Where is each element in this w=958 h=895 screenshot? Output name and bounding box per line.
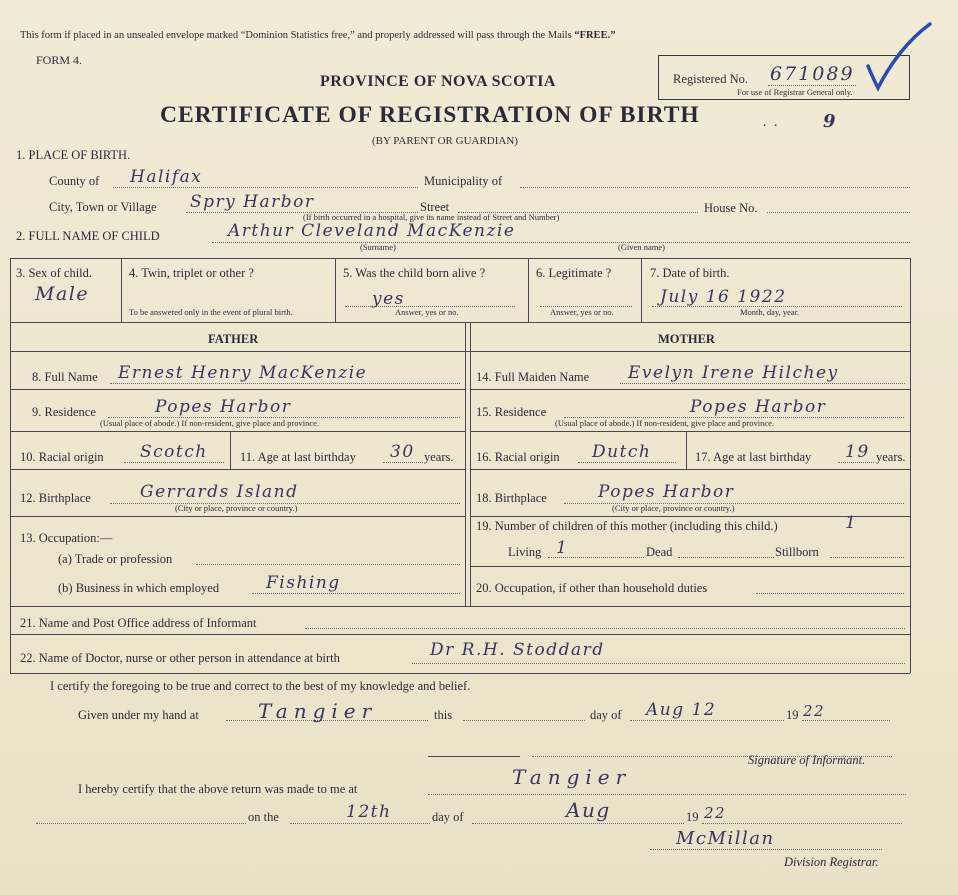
title-dots: . . [763, 115, 780, 130]
father-residence-value: Popes Harbor [155, 397, 292, 417]
mother-racial-label: 16. Racial origin [476, 450, 560, 464]
informant-label: 21. Name and Post Office address of Informant [20, 616, 257, 630]
legit-label: 6. Legitimate ? [536, 266, 612, 280]
mother-name-value: Evelyn Irene Hilchey [628, 363, 839, 383]
father-business-label: (b) Business in which employed [58, 581, 220, 595]
page-title: CERTIFICATE OF REGISTRATION OF BIRTH [160, 102, 700, 128]
legit-note: Answer, yes or no. [550, 307, 614, 317]
father-birthplace-note: (City or place, province or country.) [175, 503, 298, 513]
this-label: this [434, 708, 453, 722]
form-number: FORM 4. [36, 53, 83, 67]
mother-heading: MOTHER [658, 332, 715, 346]
mother-occupation-label: 20. Occupation, if other than household duties [476, 581, 708, 595]
given-label: Given under my hand at [78, 708, 199, 722]
child-name-value: Arthur Cleveland MacKenzie [228, 221, 516, 241]
given-place-value: Tangier [258, 699, 378, 723]
mail-notice-free: “FREE.” [574, 30, 616, 41]
living-label: Living [508, 545, 542, 559]
registrar-signature-value: McMillan [676, 828, 775, 849]
father-residence-note: (Usual place of abode.) If non-resident, give place and province. [100, 418, 320, 428]
father-occupation-label: 13. Occupation:— [20, 531, 113, 545]
doctor-label: 22. Name of Doctor, nurse or other person in attendance at birth [20, 651, 340, 665]
father-residence-label: 9. Residence [32, 405, 96, 419]
doctor-value: Dr R.H. Stoddard [430, 640, 605, 660]
page-subtitle: (BY PARENT OR GUARDIAN) [372, 135, 518, 147]
mother-children-value: 1 [845, 513, 858, 533]
given-day-label: day of [590, 708, 622, 722]
house-label: House No. [704, 201, 758, 215]
father-age-label: 11. Age at last birthday [240, 450, 356, 464]
county-label: County of [49, 174, 100, 188]
father-racial-value: Scotch [140, 442, 208, 462]
dead-label: Dead [646, 545, 673, 559]
title-mark: 9 [823, 111, 838, 132]
mother-age-label: 17. Age at last birthday [695, 450, 812, 464]
mother-birthplace-label: 18. Birthplace [476, 491, 547, 505]
registrar-month-value: Aug [566, 798, 611, 822]
father-birthplace-label: 12. Birthplace [20, 491, 91, 505]
mother-residence-label: 15. Residence [476, 405, 547, 419]
registrar-statement: I hereby certify that the above return was made to me at [78, 782, 358, 796]
given-name-note: (Given name) [618, 242, 665, 252]
registrar-general-note: For use of Registrar General only. [737, 87, 853, 97]
father-heading: FATHER [208, 332, 259, 346]
mother-years: years. [876, 450, 906, 464]
registered-no-label: Registered No. [673, 72, 748, 86]
father-name-value: Ernest Henry MacKenzie [118, 363, 368, 383]
registrar-year-suffix: 22 [704, 804, 727, 822]
father-birthplace-value: Gerrards Island [140, 482, 299, 502]
surname-note: (Surname) [360, 242, 396, 252]
mail-notice [20, 29, 615, 43]
alive-label: 5. Was the child born alive ? [343, 266, 486, 280]
city-value: Spry Harbor [190, 192, 315, 212]
city-label: City, Town or Village [49, 200, 157, 214]
father-years: years. [424, 450, 454, 464]
father-racial-label: 10. Racial origin [20, 450, 104, 464]
on-label: on the [248, 810, 279, 824]
mother-racial-value: Dutch [592, 442, 652, 462]
mother-age-value: 19 [845, 442, 870, 462]
father-age-value: 30 [390, 442, 415, 462]
check-mark-icon [862, 22, 934, 94]
twin-label: 4. Twin, triplet or other ? [129, 266, 254, 280]
street-label: Street [420, 200, 450, 214]
living-value: 1 [556, 538, 569, 558]
registrar-day-label: day of [432, 810, 464, 824]
father-name-label: 8. Full Name [32, 370, 98, 384]
alive-note: Answer, yes or no. [395, 307, 459, 317]
province-heading: PROVINCE OF NOVA SCOTIA [320, 73, 556, 90]
mother-residence-value: Popes Harbor [690, 397, 827, 417]
mother-name-label: 14. Full Maiden Name [476, 370, 590, 384]
dob-value: July 16 1922 [660, 287, 787, 307]
given-year-suffix: 22 [803, 702, 826, 720]
sex-value: Male [35, 283, 90, 305]
alive-value: yes [372, 289, 405, 309]
informant-signature-label: Signature of Informant. [748, 753, 866, 767]
registered-number: 671089 [770, 63, 855, 85]
child-name-label: 2. FULL NAME OF CHILD [16, 229, 160, 243]
father-business-value: Fishing [266, 573, 341, 593]
hospital-note: (If birth occurred in a hospital, give its name instead of Street and Number) [303, 212, 560, 222]
on-day-value: 12th [346, 802, 392, 822]
certify-statement: I certify the foregoing to be true and correct to the best of my knowledge and belief. [50, 679, 471, 693]
place-of-birth-heading: 1. PLACE OF BIRTH. [16, 148, 131, 162]
mother-birthplace-note: (City or place, province or country.) [612, 503, 735, 513]
dob-label: 7. Date of birth. [650, 266, 730, 280]
mother-residence-note: (Usual place of abode.) If non-resident, give place and province. [555, 418, 775, 428]
municipality-label: Municipality of [424, 174, 503, 188]
twin-note: To be answered only in the event of plural birth. [129, 307, 293, 317]
dob-note: Month, day, year. [740, 307, 800, 317]
county-value: Halifax [130, 167, 203, 187]
registrar-year-prefix: 19 [686, 810, 699, 824]
sex-label: 3. Sex of child. [16, 266, 93, 280]
registrar-place-value: Tangier [512, 765, 632, 789]
division-registrar-label: Division Registrar. [784, 855, 879, 869]
mother-children-label: 19. Number of children of this mother (including this child.) [476, 519, 778, 533]
mother-birthplace-value: Popes Harbor [598, 482, 735, 502]
given-year-prefix: 19 [786, 708, 799, 722]
mail-notice-text: This form if placed in an unsealed envelope marked “Dominion Statistics free,” and properly addressed will pass through the Mails [20, 30, 572, 41]
given-date-value: Aug 12 [646, 700, 717, 720]
stillborn-label: Stillborn [775, 545, 819, 559]
father-trade-label: (a) Trade or profession [58, 552, 173, 566]
